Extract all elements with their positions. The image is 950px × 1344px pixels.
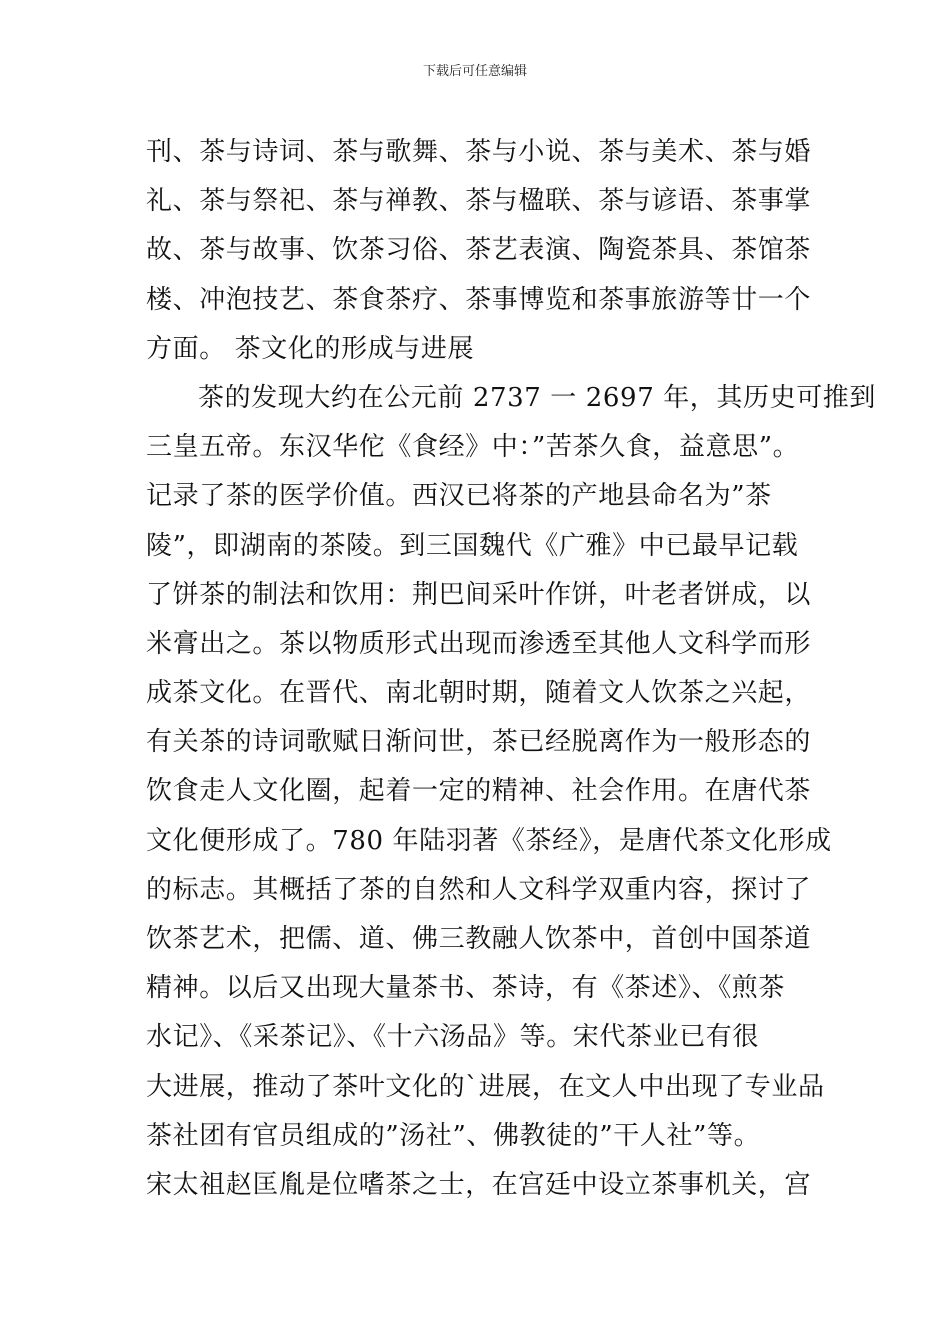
text-line: 故、茶与故事、饮茶习俗、茶艺表演、陶瓷茶具、茶馆茶: [146, 235, 812, 266]
text-line: 了饼茶的制法和饮用：荆巴间采叶作饼，叶老者饼成，以: [146, 579, 812, 610]
text-line: 陵”，即湖南的茶陵。到三国魏代《广雅》中已最早记载: [146, 530, 799, 561]
text-line: 成茶文化。在晋代、南北朝时期，随着文人饮茶之兴起，: [146, 678, 812, 709]
text-line: 记录了茶的医学价值。西汉已将茶的产地县命名为”茶: [146, 481, 772, 512]
text-line: 楼、冲泡技艺、茶食茶疗、茶事博览和茶事旅游等廿一个: [146, 284, 812, 315]
text-line: 大进展，推动了茶叶文化的`进展，在文人中出现了专业品: [146, 1071, 825, 1102]
text-line: 的标志。其概括了茶的自然和人文科学双重内容，探讨了: [146, 874, 812, 905]
text-line: 刊、茶与诗词、茶与歌舞、茶与小说、茶与美术、茶与婚: [146, 137, 812, 167]
text-line: 有关茶的诗词歌赋日渐问世，茶已经脱离作为一般形态的: [146, 727, 812, 758]
text-line: 精神。以后又出现大量茶书、茶诗，有《茶述》、《煎茶: [146, 973, 786, 1004]
text-line: 三皇五帝。东汉华佗《食经》中：”苦茶久食，益意思”。: [146, 432, 800, 463]
document-body: [146, 128, 876, 1210]
paragraph-start-line: 茶的发现大约在公元前 2737 一 2697 年，其历史可推到: [198, 382, 876, 413]
text-line: 饮食走人文化圈，起着一定的精神、社会作用。在唐代茶: [146, 776, 812, 807]
text-line: 米膏出之。茶以物质形式出现而渗透至其他人文科学而形: [146, 628, 812, 659]
page-header-note: 下载后可任意编辑: [422, 64, 527, 79]
text-line: 水记》、《采茶记》、《十六汤品》等。宋代茶业已有很: [146, 1022, 760, 1053]
text-line: 宋太祖赵匡胤是位嗜茶之士，在宫廷中设立茶事机关，宫: [146, 1169, 812, 1200]
text-line: 茶社团有官员组成的”汤社”、佛教徒的”干人社”等。: [146, 1120, 761, 1151]
text-line: 方面。 茶文化的形成与进展: [146, 333, 475, 364]
text-line: 饮茶艺术，把儒、道、佛三教融人饮茶中，首创中国茶道: [146, 924, 812, 954]
text-line: 礼、茶与祭祀、茶与禅教、茶与楹联、茶与谚语、茶事掌: [146, 186, 812, 217]
text-line: 文化便形成了。780 年陆羽著《茶经》，是唐代茶文化形成: [146, 825, 832, 856]
